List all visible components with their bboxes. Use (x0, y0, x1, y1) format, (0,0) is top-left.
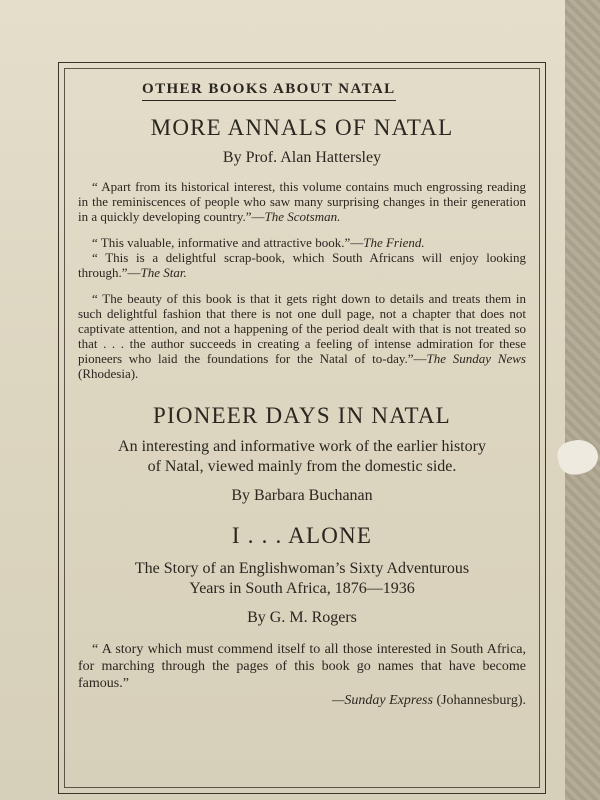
advertisement-content (70, 80, 534, 709)
section-header: OTHER BOOKS ABOUT NATAL (142, 81, 396, 101)
book3-author: By G. M. Rogers (247, 609, 357, 626)
review-text: “ This valuable, informative and attractive book.”— (92, 235, 364, 250)
review-text: “ This is a delightful scrap-book, which South Africans will enjoy looking through.”— (78, 250, 526, 280)
review-text: “ The beauty of this book is that it gets right down to details and treats them in such delightful fashion that there is not one dull page, not a chapter that does not captivate attention, and not a happening of the period dealt with that is not treated so that . . . the author succeeds in creating a feeling of intense admiration for these pioneers who laid the foundations for the Natal of to-day.”— (78, 291, 526, 366)
review-source: The Friend. (363, 235, 425, 250)
review-source: The Scotsman. (264, 209, 341, 224)
review-source: The Star. (140, 265, 187, 280)
book1-review-friend (70, 235, 534, 250)
review-source: The Sunday News (426, 351, 526, 366)
book2-title: PIONEER DAYS IN NATAL (153, 403, 451, 428)
book2-author: By Barbara Buchanan (231, 487, 373, 504)
book1-review-star (70, 250, 534, 280)
book1-review-scotsman (70, 179, 534, 224)
book2-description-line2: of Natal, viewed mainly from the domestic side. (147, 458, 457, 475)
book3-review-attribution (70, 692, 534, 709)
book3-review-text: “ A story which must commend itself to all those interested in South Africa, for marching through the pages of this book go names that have become famous.” (78, 642, 526, 691)
review-source: —Sunday Express (331, 693, 433, 708)
review-suffix: (Rhodesia). (78, 366, 139, 381)
book3-title: I . . . ALONE (231, 523, 373, 548)
section-header-wrap (70, 80, 534, 101)
book1-author: By Prof. Alan Hattersley (222, 149, 382, 166)
book1-title: MORE ANNALS OF NATAL (150, 115, 454, 140)
book1-review-sunday-news (70, 291, 534, 381)
book3-subtitle-line1: The Story of an Englishwoman’s Sixty Adventurous (134, 560, 470, 577)
book3-subtitle-line2: Years in South Africa, 1876—1936 (189, 580, 415, 597)
book-cloth-edge (565, 0, 600, 800)
review-suffix: (Johannesburg). (432, 693, 526, 708)
review-text: “ Apart from its historical interest, this volume contains much engrossing reading in the reminiscences of people who saw many surprising changes in their generation in a quickly developing country.”— (78, 179, 526, 224)
book2-description-line1: An interesting and informative work of the earlier history (118, 438, 486, 455)
